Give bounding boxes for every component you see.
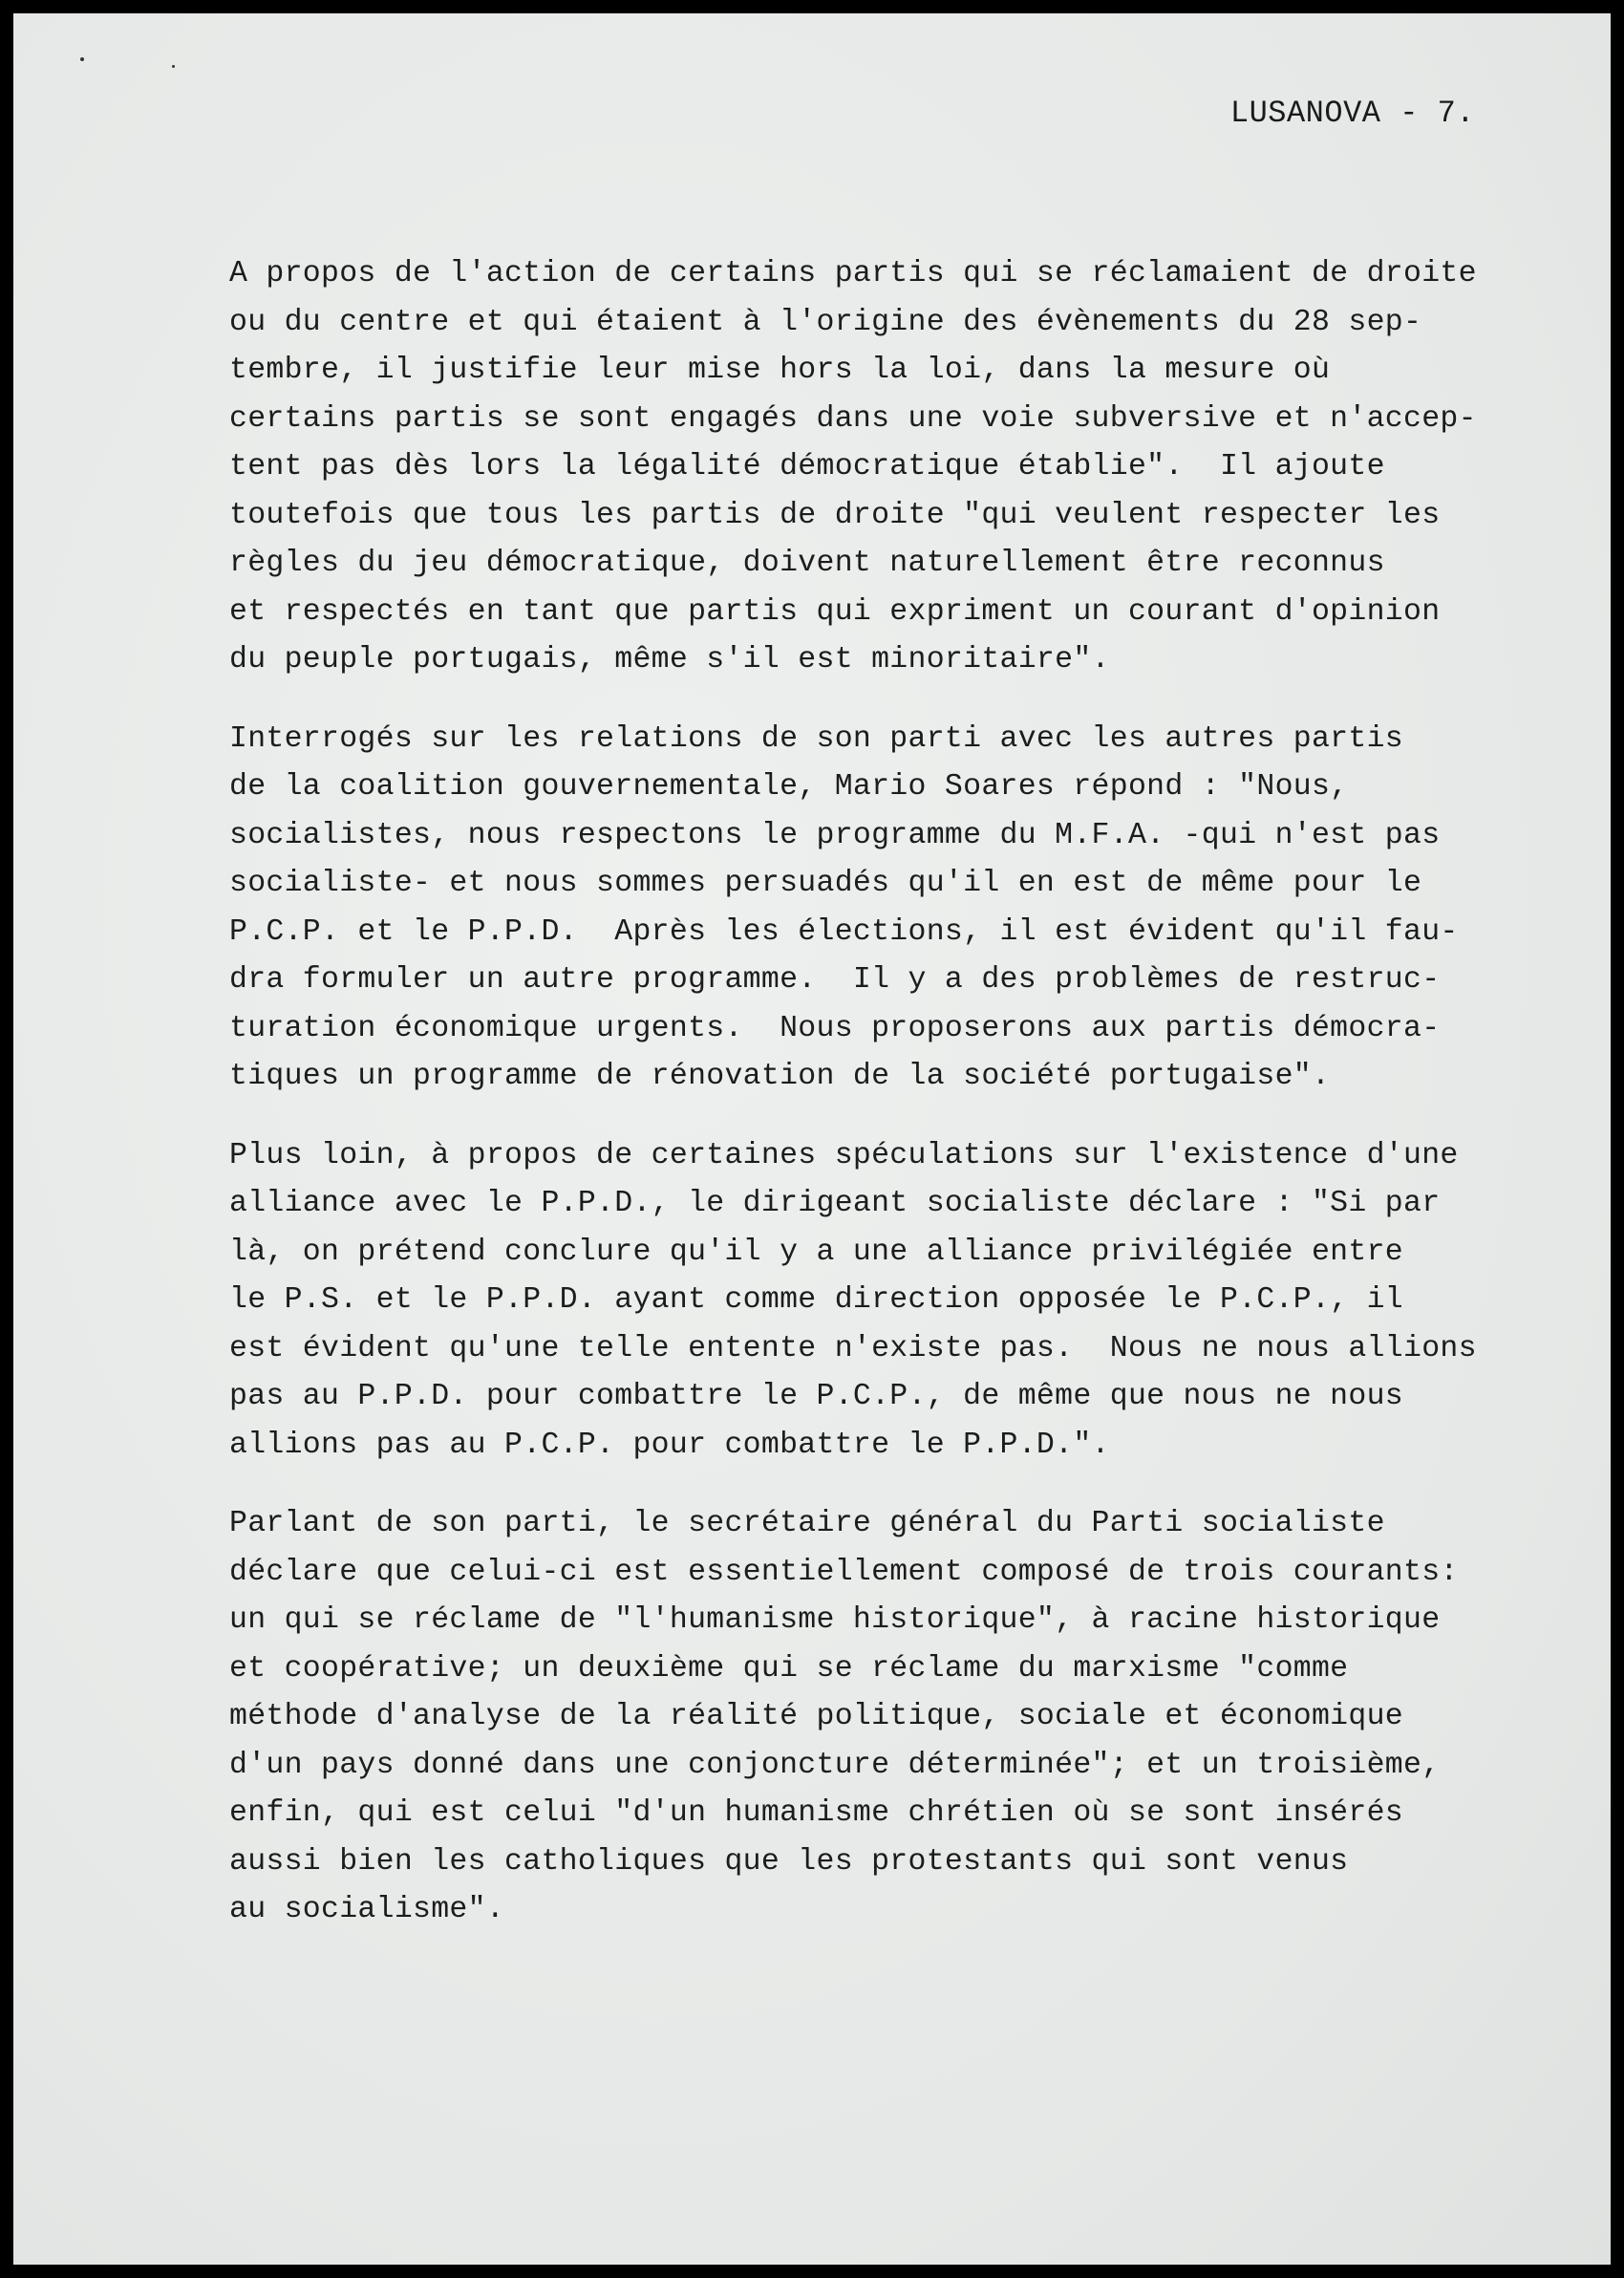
text-line: pas au P.P.D. pour combattre le P.C.P., de même que nous ne nous <box>229 1380 1403 1413</box>
text-line: règles du jeu démocratique, doivent naturellement être reconnus <box>229 547 1385 580</box>
text-line: au socialisme". <box>229 1893 505 1926</box>
text-line: tent pas dès lors la légalité démocratique établie". Il ajoute <box>229 450 1385 484</box>
text-line: méthode d'analyse de la réalité politique, sociale et économique <box>229 1700 1403 1733</box>
text-line: enfin, qui est celui "d'un humanisme chrétien où se sont insérés <box>229 1796 1403 1830</box>
text-line: tembre, il justifie leur mise hors la loi, dans la mesure où <box>229 354 1331 387</box>
text-line: déclare que celui-ci est essentiellement composé de trois courants: <box>229 1555 1459 1589</box>
paragraph <box>229 1500 1576 1935</box>
text-line: et coopérative; un deuxième qui se réclame du marxisme "comme <box>229 1651 1349 1686</box>
text-line: tiques un programme de rénovation de la société portugaise". <box>229 1060 1331 1093</box>
document-page <box>13 13 1611 2265</box>
text-line: Interrogés sur les relations de son parti avec les autres partis <box>229 721 1403 756</box>
text-line: Parlant de son parti, le secrétaire général du Parti socialiste <box>229 1507 1385 1540</box>
paper-speck <box>80 57 84 61</box>
text-line: est évident qu'une telle entente n'existe pas. Nous ne nous allions <box>229 1331 1477 1365</box>
text-line: ou du centre et qui étaient à l'origine des évènements du 28 sep- <box>229 305 1422 339</box>
text-line: turation économique urgents. Nous proposerons aux partis démocra- <box>229 1011 1441 1045</box>
text-line: alliance avec le P.P.D., le dirigeant socialiste déclare : "Si par <box>229 1187 1441 1220</box>
text-line: P.C.P. et le P.P.D. Après les élections, il est évident qu'il fau- <box>229 914 1459 949</box>
text-line: du peuple portugais, même s'il est minoritaire". <box>229 643 1110 677</box>
text-line: A propos de l'action de certains partis qui se réclamaient de droite <box>229 257 1477 290</box>
text-line: allions pas au P.C.P. pour combattre le P.P.D.". <box>229 1428 1110 1462</box>
paragraph <box>229 1132 1576 1471</box>
text-line: Plus loin, à propos de certaines spéculations sur l'existence d'une <box>229 1138 1459 1172</box>
text-line: certains partis se sont engagés dans une voie subversive et n'accep- <box>229 401 1477 436</box>
text-line: le P.S. et le P.P.D. ayant comme direction opposée le P.C.P., il <box>229 1283 1403 1317</box>
paragraph <box>229 716 1576 1102</box>
document-body <box>229 250 1576 1966</box>
text-line: d'un pays donné dans une conjoncture déterminée"; et un troisième, <box>229 1748 1441 1782</box>
page-reference: LUSANOVA - 7. <box>1229 96 1475 131</box>
text-line: aussi bien les catholiques que les protestants qui sont venus <box>229 1844 1349 1879</box>
text-line: de la coalition gouvernementale, Mario Soares répond : "Nous, <box>229 770 1349 804</box>
text-line: là, on prétend conclure qu'il y a une alliance privilégiée entre <box>229 1235 1403 1269</box>
text-line: un qui se réclame de "l'humanisme historique", à racine historique <box>229 1603 1441 1637</box>
paper-speck <box>172 65 175 68</box>
text-line: et respectés en tant que partis qui expriment un courant d'opinion <box>229 594 1441 629</box>
text-line: dra formuler un autre programme. Il y a des problèmes de restruc- <box>229 963 1441 997</box>
text-line: socialistes, nous respectons le programme du M.F.A. -qui n'est pas <box>229 818 1441 852</box>
text-line: socialiste- et nous sommes persuadés qu'il en est de même pour le <box>229 867 1422 900</box>
text-line: toutefois que tous les partis de droite "qui veulent respecter les <box>229 498 1441 532</box>
paragraph <box>229 250 1576 685</box>
